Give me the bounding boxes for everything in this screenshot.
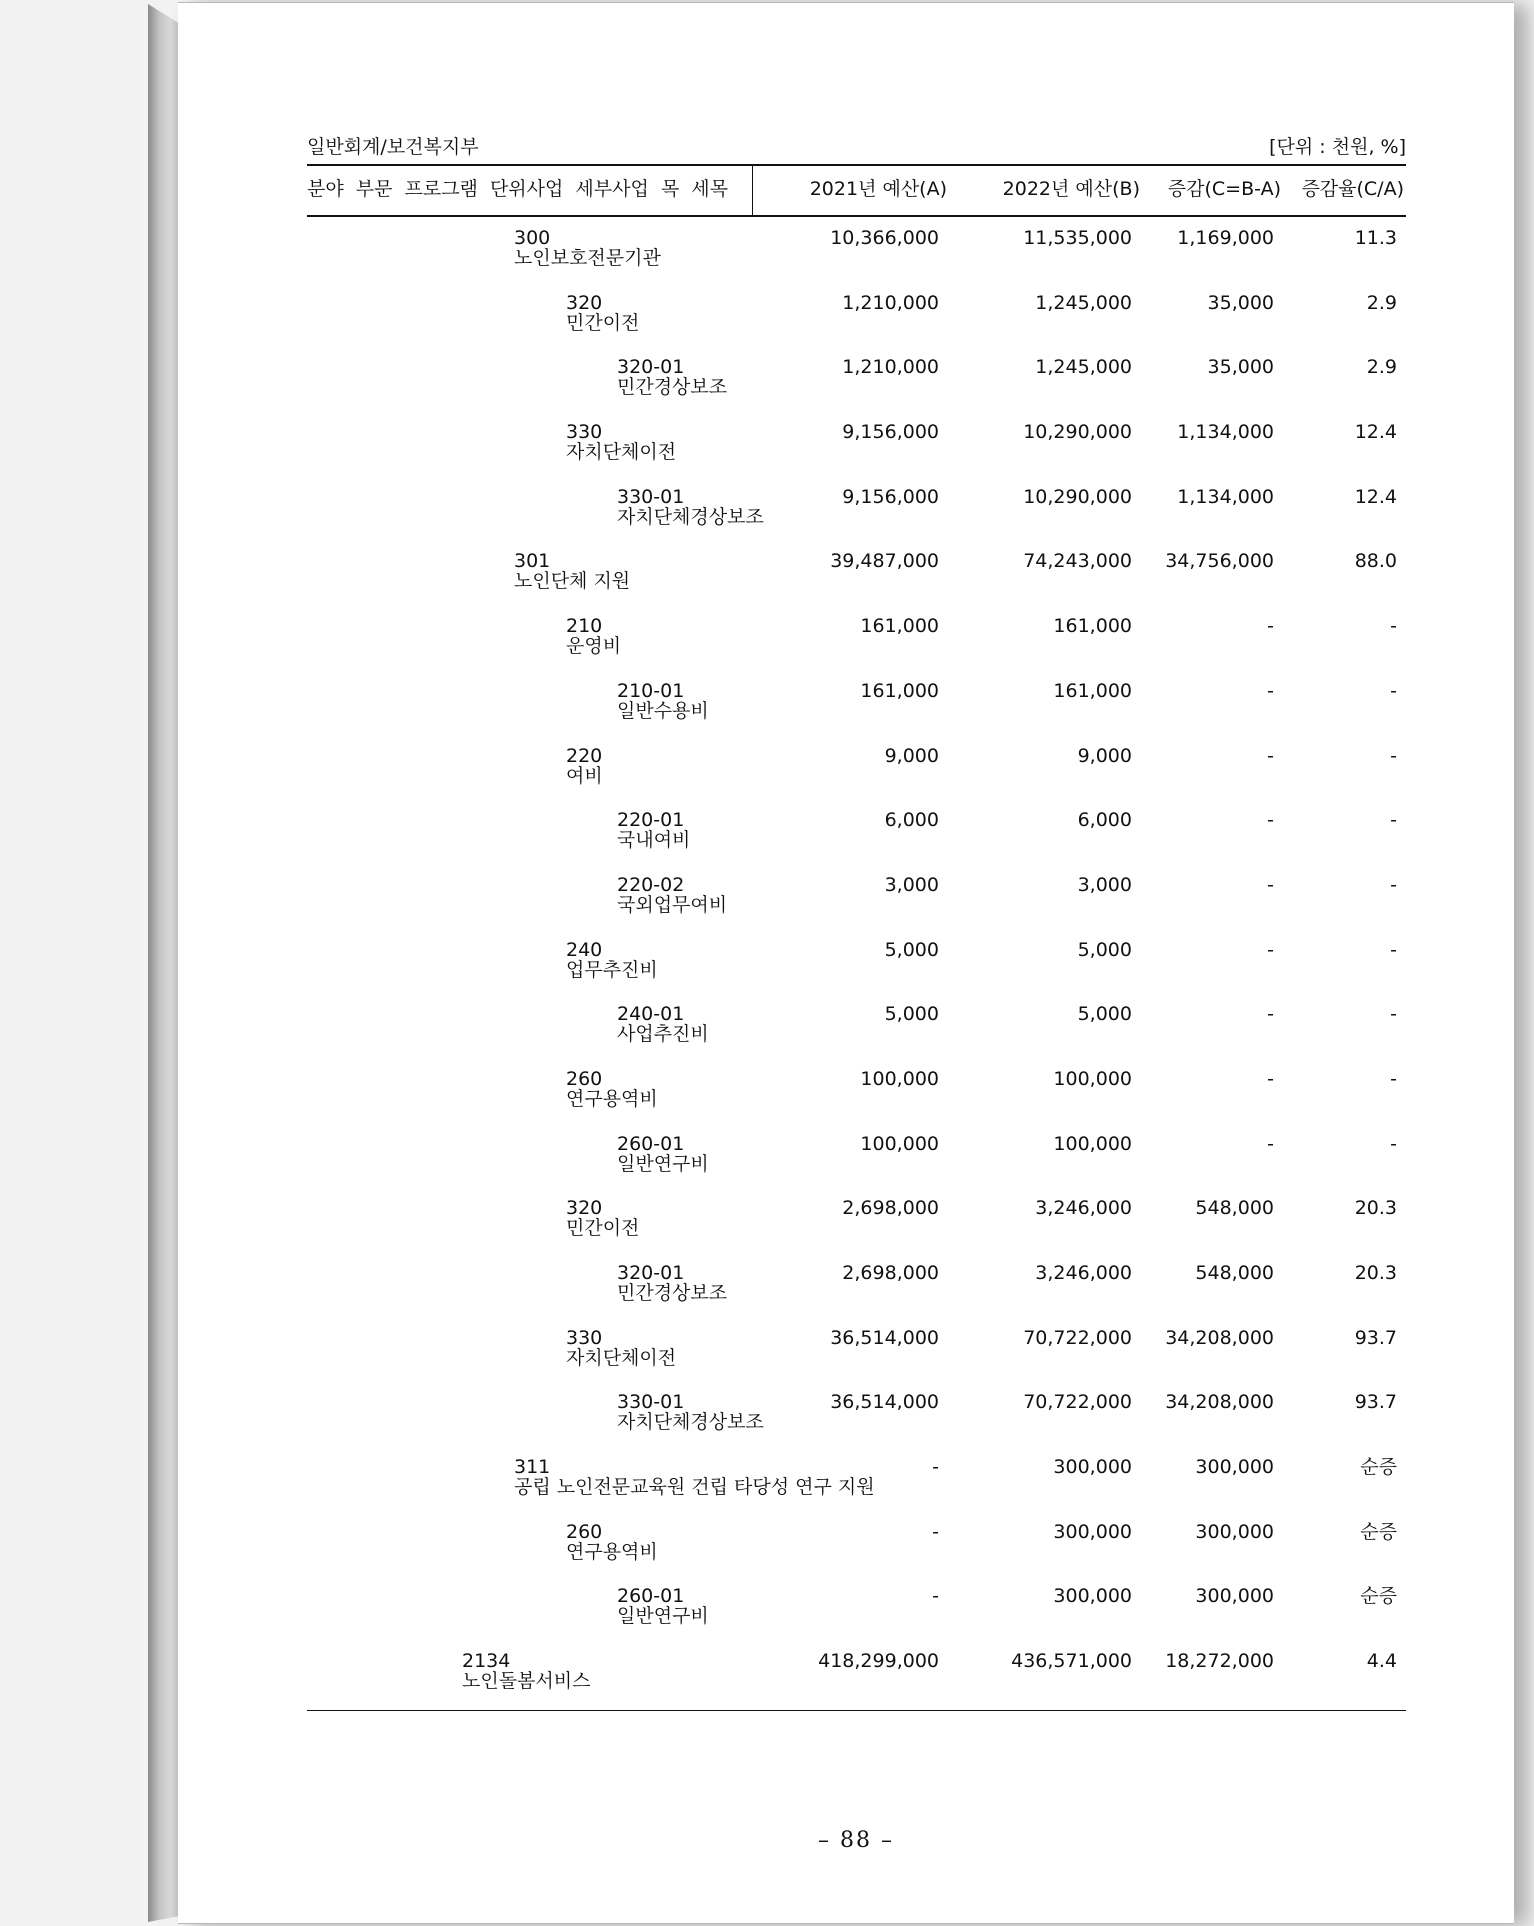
cell-change: - bbox=[1267, 1067, 1274, 1090]
cell-budget-2021: 2,698,000 bbox=[842, 1262, 939, 1284]
table-row bbox=[0, 681, 1534, 746]
cell-change-rate: 순증 bbox=[1360, 1520, 1397, 1543]
cell-change: - bbox=[1267, 1003, 1274, 1026]
row-code: 260-01 bbox=[617, 1585, 685, 1608]
table-row bbox=[0, 940, 1534, 1005]
column-header-change: 증감(C=B-A) bbox=[1167, 178, 1281, 200]
row-label bbox=[617, 487, 764, 527]
cell-change-rate: - bbox=[1390, 1132, 1397, 1155]
table-row bbox=[0, 746, 1534, 811]
row-label bbox=[617, 1263, 727, 1303]
cell-budget-2022: 3,246,000 bbox=[1035, 1197, 1132, 1220]
cell-change-rate: - bbox=[1390, 615, 1397, 638]
row-code: 330 bbox=[566, 1326, 603, 1349]
cell-budget-2022: 161,000 bbox=[1053, 615, 1132, 638]
table-row bbox=[0, 875, 1534, 940]
cell-change-rate: 93.7 bbox=[1354, 1326, 1397, 1349]
cell-budget-2022: 300,000 bbox=[1053, 1520, 1132, 1543]
row-code: 311 bbox=[514, 1456, 551, 1479]
column-header-budget-2022: 2022년 예산(B) bbox=[1002, 178, 1140, 200]
cell-change-rate: 11.3 bbox=[1354, 227, 1397, 249]
table-row bbox=[0, 1651, 1534, 1716]
cell-budget-2022: 1,245,000 bbox=[1035, 356, 1132, 379]
row-label bbox=[566, 422, 676, 462]
row-label bbox=[617, 810, 690, 850]
cell-budget-2021: 100,000 bbox=[860, 1067, 939, 1090]
cell-change: 34,208,000 bbox=[1165, 1326, 1274, 1349]
document-category: 일반회계/보건복지부 bbox=[307, 136, 479, 158]
column-header-budget-2021: 2021년 예산(A) bbox=[809, 178, 947, 200]
table-row bbox=[0, 357, 1534, 422]
row-code: 260 bbox=[566, 1067, 603, 1090]
cell-budget-2021: 3,000 bbox=[884, 873, 939, 896]
cell-budget-2021: 9,156,000 bbox=[842, 421, 939, 444]
row-label bbox=[617, 1134, 709, 1174]
row-label bbox=[566, 1069, 658, 1109]
cell-change-rate: - bbox=[1390, 679, 1397, 702]
row-code: 320 bbox=[566, 291, 603, 314]
row-label bbox=[617, 1392, 764, 1432]
cell-budget-2021: 36,514,000 bbox=[830, 1326, 939, 1349]
cell-change: 300,000 bbox=[1195, 1520, 1274, 1543]
table-row bbox=[0, 1457, 1534, 1522]
row-name: 노인보호전문기관 bbox=[514, 247, 661, 269]
cell-change: - bbox=[1267, 873, 1274, 896]
table-row bbox=[0, 810, 1534, 875]
table-row bbox=[0, 228, 1534, 293]
cell-budget-2022: 100,000 bbox=[1053, 1067, 1132, 1090]
cell-budget-2022: 3,000 bbox=[1077, 873, 1132, 896]
cell-change: 35,000 bbox=[1207, 356, 1274, 379]
row-name: 노인단체 지원 bbox=[514, 570, 631, 593]
row-label bbox=[514, 551, 630, 591]
cell-change-rate: 2.9 bbox=[1366, 291, 1397, 314]
row-code: 240 bbox=[566, 938, 603, 961]
row-name: 연구용역비 bbox=[566, 1087, 658, 1110]
row-name: 민간이전 bbox=[566, 311, 640, 334]
table-top-rule bbox=[307, 164, 1406, 166]
row-label bbox=[566, 1198, 639, 1238]
cell-budget-2021: 161,000 bbox=[860, 679, 939, 702]
cell-budget-2022: 70,722,000 bbox=[1023, 1326, 1132, 1349]
table-row bbox=[0, 422, 1534, 487]
cell-change-rate: 순증 bbox=[1360, 1585, 1397, 1608]
cell-change-rate: - bbox=[1390, 938, 1397, 961]
table-row bbox=[0, 1392, 1534, 1457]
table-row bbox=[0, 1069, 1534, 1134]
row-name: 자치단체이전 bbox=[566, 1346, 677, 1369]
row-name: 연구용역비 bbox=[566, 1540, 658, 1563]
row-code: 220-02 bbox=[617, 873, 685, 896]
cell-budget-2022: 1,245,000 bbox=[1035, 291, 1132, 314]
cell-change: - bbox=[1267, 744, 1274, 767]
row-label bbox=[566, 940, 658, 980]
cell-change-rate: 12.4 bbox=[1354, 421, 1397, 444]
row-code: 320 bbox=[566, 1197, 603, 1220]
row-label bbox=[514, 228, 661, 268]
row-code: 320-01 bbox=[617, 356, 685, 379]
budget-table-body bbox=[0, 228, 1534, 1716]
row-code: 220 bbox=[566, 744, 603, 767]
table-row bbox=[0, 1004, 1534, 1069]
cell-change: - bbox=[1267, 938, 1274, 961]
cell-change-rate: - bbox=[1390, 744, 1397, 767]
row-code: 330-01 bbox=[617, 1391, 685, 1414]
cell-change: 548,000 bbox=[1195, 1262, 1274, 1284]
row-code: 300 bbox=[514, 227, 551, 249]
cell-budget-2021: 418,299,000 bbox=[818, 1650, 939, 1673]
table-row bbox=[0, 616, 1534, 681]
cell-budget-2021: 9,000 bbox=[884, 744, 939, 767]
cell-change-rate: 4.4 bbox=[1366, 1650, 1397, 1673]
row-label bbox=[566, 1328, 676, 1368]
cell-budget-2022: 300,000 bbox=[1053, 1585, 1132, 1608]
cell-budget-2021: 6,000 bbox=[884, 809, 939, 832]
table-row bbox=[0, 1198, 1534, 1263]
row-name: 자치단체경상보조 bbox=[617, 505, 764, 528]
cell-budget-2022: 10,290,000 bbox=[1023, 421, 1132, 444]
row-name: 국내여비 bbox=[617, 829, 691, 852]
cell-budget-2021: 10,366,000 bbox=[830, 227, 939, 249]
row-label bbox=[566, 1522, 658, 1562]
cell-change-rate: - bbox=[1390, 1003, 1397, 1026]
row-code: 240-01 bbox=[617, 1003, 685, 1026]
row-name: 자치단체경상보조 bbox=[617, 1411, 764, 1434]
row-name: 민간경상보조 bbox=[617, 376, 728, 399]
cell-budget-2022: 100,000 bbox=[1053, 1132, 1132, 1155]
row-label bbox=[617, 681, 709, 721]
cell-budget-2021: 5,000 bbox=[884, 1003, 939, 1026]
cell-budget-2022: 161,000 bbox=[1053, 679, 1132, 702]
cell-change-rate: 20.3 bbox=[1354, 1262, 1397, 1284]
cell-budget-2021: 2,698,000 bbox=[842, 1197, 939, 1220]
cell-change: - bbox=[1267, 809, 1274, 832]
cell-budget-2022: 10,290,000 bbox=[1023, 485, 1132, 508]
row-label bbox=[617, 1004, 709, 1044]
cell-budget-2021: - bbox=[932, 1585, 939, 1608]
cell-budget-2021: 1,210,000 bbox=[842, 356, 939, 379]
cell-budget-2021: 100,000 bbox=[860, 1132, 939, 1155]
row-label bbox=[617, 875, 727, 915]
row-code: 220-01 bbox=[617, 809, 685, 832]
row-label bbox=[617, 357, 727, 397]
table-row bbox=[0, 551, 1534, 616]
row-name: 민간이전 bbox=[566, 1217, 640, 1240]
cell-budget-2022: 3,246,000 bbox=[1035, 1262, 1132, 1284]
row-label bbox=[617, 1586, 709, 1626]
unit-note: [단위 : 천원, %] bbox=[1269, 136, 1406, 158]
cell-change: 35,000 bbox=[1207, 291, 1274, 314]
row-code: 210 bbox=[566, 615, 603, 638]
row-code: 320-01 bbox=[617, 1262, 685, 1284]
row-name: 일반연구비 bbox=[617, 1152, 709, 1175]
cell-budget-2022: 11,535,000 bbox=[1023, 227, 1132, 249]
cell-change: 548,000 bbox=[1195, 1197, 1274, 1220]
table-header-rule bbox=[307, 215, 1406, 217]
cell-change-rate: 20.3 bbox=[1354, 1197, 1397, 1220]
cell-budget-2021: 1,210,000 bbox=[842, 291, 939, 314]
cell-change-rate: - bbox=[1390, 1067, 1397, 1090]
cell-budget-2022: 74,243,000 bbox=[1023, 550, 1132, 573]
cell-change: 300,000 bbox=[1195, 1456, 1274, 1479]
header-column-divider bbox=[752, 165, 753, 216]
cell-budget-2021: 161,000 bbox=[860, 615, 939, 638]
cell-change: 1,134,000 bbox=[1177, 421, 1274, 444]
row-code: 301 bbox=[514, 550, 551, 573]
cell-budget-2022: 70,722,000 bbox=[1023, 1391, 1132, 1414]
cell-budget-2021: - bbox=[932, 1456, 939, 1479]
cell-change: - bbox=[1267, 1132, 1274, 1155]
table-row bbox=[0, 1134, 1534, 1199]
row-name: 민간경상보조 bbox=[617, 1282, 728, 1304]
row-code: 330 bbox=[566, 421, 603, 444]
row-name: 자치단체이전 bbox=[566, 441, 677, 464]
cell-change: - bbox=[1267, 615, 1274, 638]
row-label bbox=[566, 293, 639, 333]
row-name: 사업추진비 bbox=[617, 1023, 709, 1046]
column-header-change-rate: 증감율(C/A) bbox=[1301, 178, 1404, 200]
cell-change: 34,756,000 bbox=[1165, 550, 1274, 573]
row-label bbox=[514, 1457, 875, 1497]
table-row bbox=[0, 1328, 1534, 1393]
cell-change: - bbox=[1267, 679, 1274, 702]
cell-change-rate: 88.0 bbox=[1354, 550, 1397, 573]
row-name: 공립 노인전문교육원 건립 타당성 연구 지원 bbox=[514, 1476, 875, 1499]
row-name: 일반연구비 bbox=[617, 1605, 709, 1628]
row-name: 노인돌봄서비스 bbox=[462, 1670, 591, 1693]
cell-budget-2021: 5,000 bbox=[884, 938, 939, 961]
cell-budget-2022: 6,000 bbox=[1077, 809, 1132, 832]
cell-budget-2021: 9,156,000 bbox=[842, 485, 939, 508]
cell-change-rate: - bbox=[1390, 873, 1397, 896]
row-name: 업무추진비 bbox=[566, 958, 658, 981]
cell-budget-2022: 5,000 bbox=[1077, 938, 1132, 961]
row-name: 운영비 bbox=[566, 635, 622, 658]
cell-budget-2022: 5,000 bbox=[1077, 1003, 1132, 1026]
cell-budget-2021: 36,514,000 bbox=[830, 1391, 939, 1414]
row-label bbox=[462, 1651, 590, 1691]
table-row bbox=[0, 1522, 1534, 1587]
row-label bbox=[566, 616, 621, 656]
row-code: 260 bbox=[566, 1520, 603, 1543]
row-label bbox=[566, 746, 603, 786]
row-code: 210-01 bbox=[617, 679, 685, 702]
row-name: 일반수용비 bbox=[617, 699, 709, 722]
cell-change: 1,134,000 bbox=[1177, 485, 1274, 508]
cell-budget-2022: 9,000 bbox=[1077, 744, 1132, 767]
cell-budget-2022: 436,571,000 bbox=[1011, 1650, 1132, 1673]
row-name: 국외업무여비 bbox=[617, 893, 728, 916]
table-row bbox=[0, 1263, 1534, 1328]
cell-change-rate: 순증 bbox=[1360, 1456, 1397, 1479]
cell-change: 18,272,000 bbox=[1165, 1650, 1274, 1673]
cell-budget-2022: 300,000 bbox=[1053, 1456, 1132, 1479]
row-code: 260-01 bbox=[617, 1132, 685, 1155]
row-name: 여비 bbox=[566, 764, 603, 787]
cell-budget-2021: - bbox=[932, 1520, 939, 1543]
cell-change: 1,169,000 bbox=[1177, 227, 1274, 249]
cell-change-rate: - bbox=[1390, 809, 1397, 832]
cell-change-rate: 12.4 bbox=[1354, 485, 1397, 508]
cell-budget-2021: 39,487,000 bbox=[830, 550, 939, 573]
column-header-hierarchy: 분야 부문 프로그램 단위사업 세부사업 목 세목 bbox=[307, 178, 728, 200]
cell-change-rate: 93.7 bbox=[1354, 1391, 1397, 1414]
table-row bbox=[0, 487, 1534, 552]
cell-change-rate: 2.9 bbox=[1366, 356, 1397, 379]
table-row bbox=[0, 293, 1534, 358]
row-code: 2134 bbox=[462, 1650, 511, 1673]
row-code: 330-01 bbox=[617, 485, 685, 508]
table-row bbox=[0, 1586, 1534, 1651]
cell-change: 300,000 bbox=[1195, 1585, 1274, 1608]
table-bottom-rule bbox=[307, 1710, 1406, 1711]
cell-change: 34,208,000 bbox=[1165, 1391, 1274, 1414]
page-number: – 88 – bbox=[818, 1828, 894, 1853]
